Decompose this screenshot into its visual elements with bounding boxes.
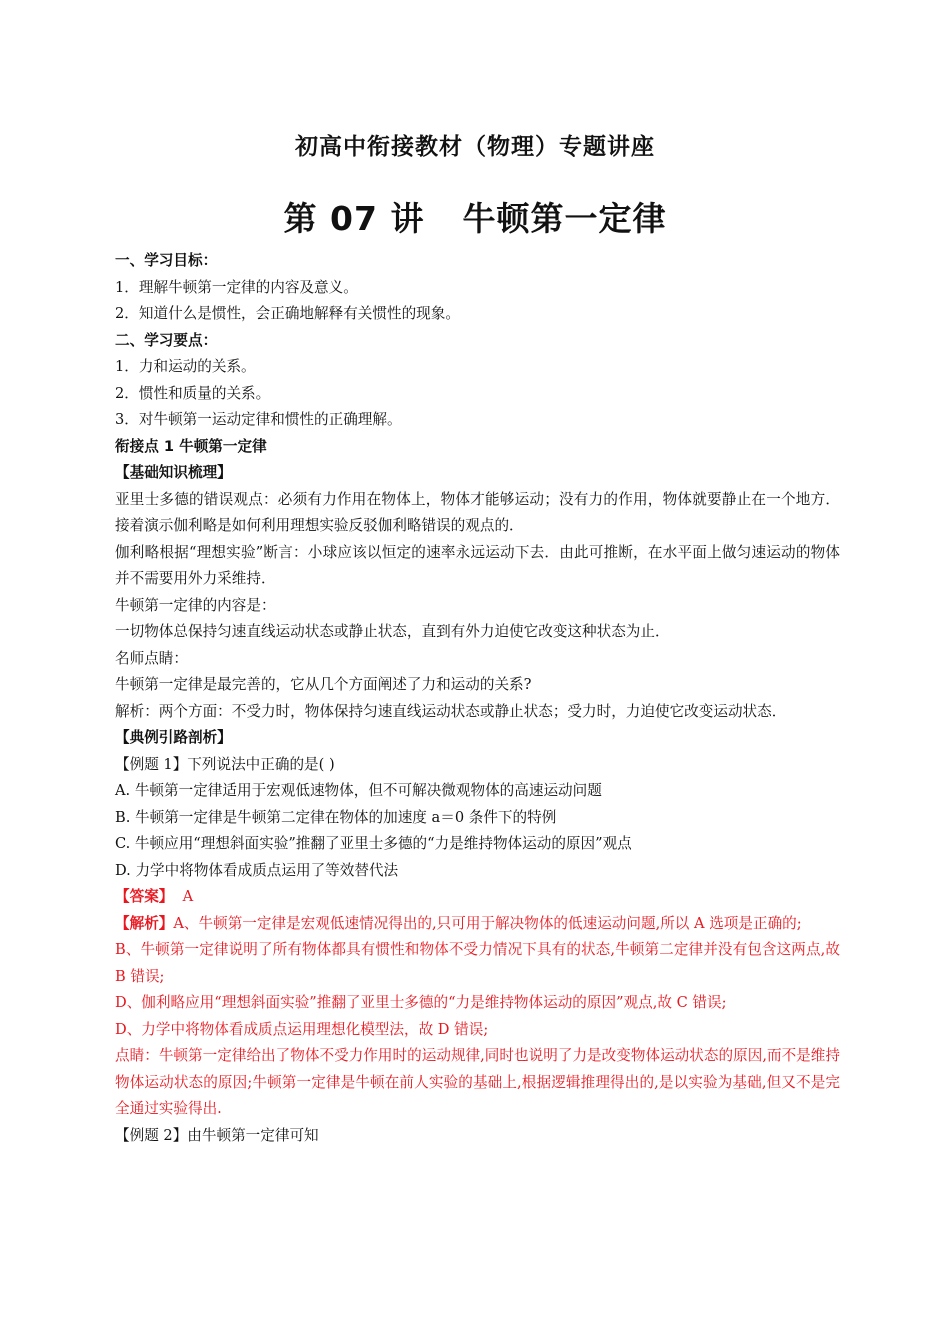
- objectives-heading: 一、学习目标：: [115, 252, 218, 269]
- answer-label: 【答案】: [115, 888, 174, 905]
- knowledge-paragraph: 亚里士多德的错误观点：必须有力作用在物体上，物体才能够运动；没有力的作用，物体就要静止在一个地方．接着演示伽利略是如何利用理想实验反驳伽利略错误的观点的．: [115, 490, 840, 534]
- example1-question: 【例题 1】下列说法中正确的是( ): [115, 755, 335, 773]
- key-point-item: 2．惯性和质量的关系。: [115, 384, 271, 402]
- example1-analysis: [115, 911, 840, 938]
- knowledge-heading: 【基础知识梳理】: [115, 464, 232, 481]
- lecture-title: [0, 193, 950, 240]
- objective-item: 1．理解牛顿第一定律的内容及意义。: [115, 278, 358, 296]
- section-heading: 衔接点 1 牛顿第一定律: [115, 437, 267, 455]
- analysis-line: B、牛顿第一定律说明了所有物体都具有惯性和物体不受力情况下具有的状态,牛顿第二定律并没有包含这两点,故 B 错误;: [115, 941, 840, 985]
- example1-option-d: D. 力学中将物体看成质点运用了等效替代法: [115, 861, 399, 879]
- key-points-heading: 二、学习要点：: [115, 331, 218, 349]
- lecture-topic: 牛顿第一定律: [462, 199, 667, 238]
- example1-option-c: C. 牛顿应用“理想斜面实验”推翻了亚里士多德的“力是维持物体运动的原因”观点: [115, 835, 632, 852]
- key-point-item: 3．对牛顿第一运动定律和惯性的正确理解。: [115, 411, 402, 428]
- analysis-line: D、力学中将物体看成质点运用理想化模型法，故 D 错误;: [115, 1020, 489, 1038]
- series-title: 初高中衔接教材（物理）专题讲座: [295, 134, 655, 160]
- knowledge-paragraph: 解析：两个方面：不受力时，物体保持匀速直线运动状态或静止状态；受力时，力迫使它改变运动状态．: [115, 702, 787, 720]
- analysis-line: A、牛顿第一定律是宏观低速情况得出的,只可用于解决物体的低速运动问题,所以 A 选项是正确的;: [173, 914, 802, 932]
- example1-answer: [115, 884, 840, 911]
- examples-heading: 【典例引路剖析】: [115, 729, 232, 746]
- knowledge-paragraph: 牛顿第一定律的内容是：: [115, 596, 276, 614]
- document-body: [115, 248, 840, 1149]
- knowledge-paragraph: 名师点睛：: [115, 649, 188, 667]
- analysis-label: 【解析】: [115, 914, 174, 932]
- knowledge-paragraph: 一切物体总保持匀速直线运动状态或静止状态，直到有外力迫使它改变这种状态为止．: [115, 623, 670, 640]
- example1-option-b: B. 牛顿第一定律是牛顿第二定律在物体的加速度 a＝0 条件下的特例: [115, 808, 557, 826]
- answer-value: A: [182, 888, 194, 905]
- key-point-item: 1．力和运动的关系。: [115, 358, 256, 375]
- knowledge-paragraph: 牛顿第一定律是最完善的，它从几个方面阐述了力和运动的关系?: [115, 676, 532, 693]
- example1-option-a: A. 牛顿第一定律适用于宏观低速物体，但不可解决微观物体的高速运动问题: [115, 782, 602, 799]
- analysis-line: D、伽利略应用“理想斜面实验”推翻了亚里士多德的“力是维持物体运动的原因”观点,故 C 错误;: [115, 994, 727, 1011]
- objective-item: 2．知道什么是惯性，会正确地解释有关惯性的现象。: [115, 305, 460, 322]
- example2-question: 【例题 2】由牛顿第一定律可知: [115, 1126, 319, 1144]
- analysis-note: 点睛：牛顿第一定律给出了物体不受力作用时的运动规律,同时也说明了力是改变物体运动状态的原因,而不是维持物体运动状态的原因;牛顿第一定律是牛顿在前人实验的基础上,根据逻辑推理得出的,是以实验为基础,但又不是完全通过实验得出.: [115, 1047, 840, 1117]
- knowledge-paragraph: 伽利略根据“理想实验”断言：小球应该以恒定的速率永远运动下去．由此可推断，在水平面上做匀速运动的物体并不需要用外力采维持．: [115, 543, 840, 587]
- lecture-number: 第 07 讲: [283, 199, 425, 238]
